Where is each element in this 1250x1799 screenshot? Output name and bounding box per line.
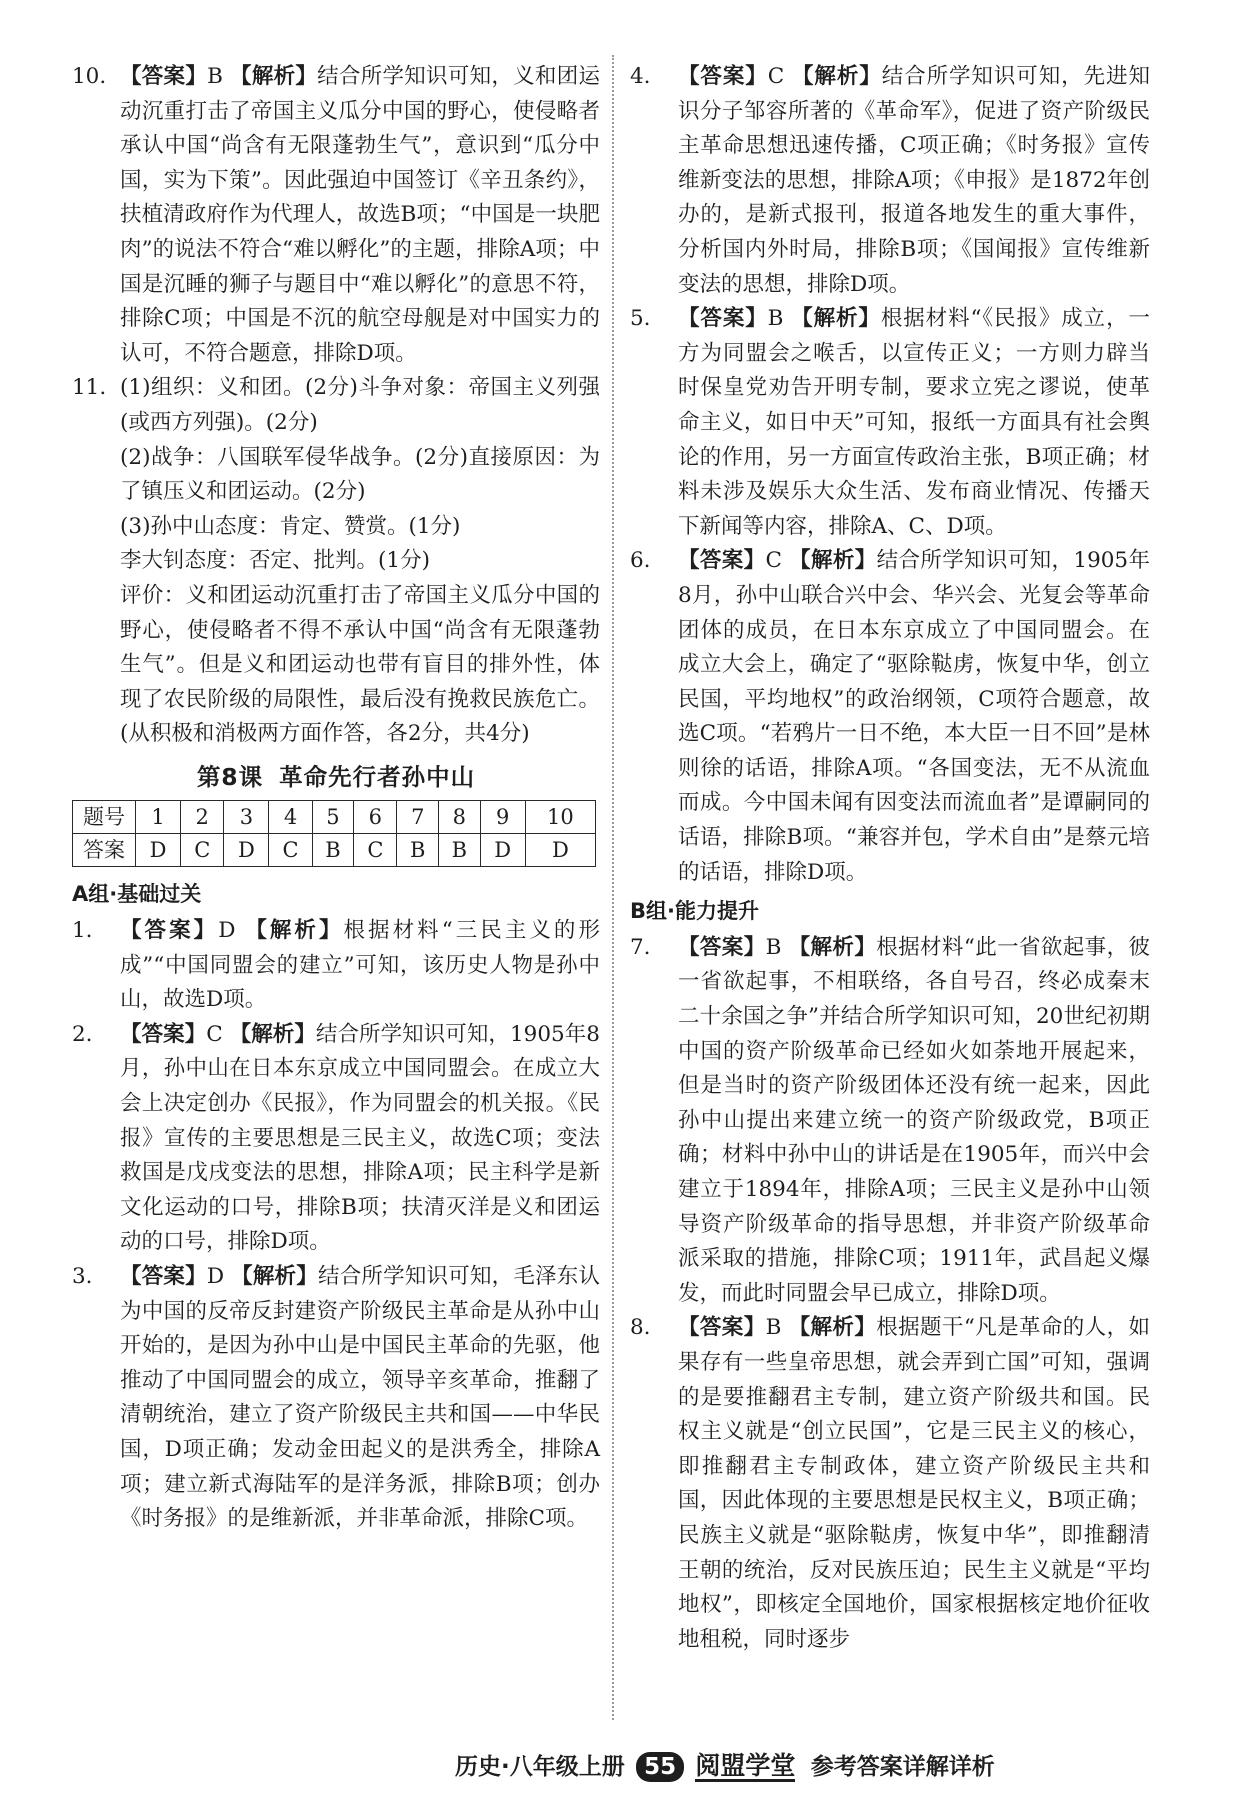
footer-description: 参考答案详解详析 <box>810 1754 995 1780</box>
question-number: 5. <box>630 306 651 332</box>
answer-line: 评价：义和团运动沉重打击了帝国主义瓜分中国的野心，使侵略者不得不承认中国“尚含有无限蓬勃生气”。但是义和团运动也带有盲目的排外性，体现了农民阶级的局限性，最后没有挽救民族危亡。(从积极和消极两方面作答，各2分，共4分) <box>120 582 600 747</box>
answer-letter: C <box>765 548 782 574</box>
table-header-cell: 答案 <box>73 834 136 867</box>
answer-line: (3)孙中山态度：肯定、赞赏。(1分) <box>120 513 461 539</box>
analysis-text: 根据材料“《民报》成立，一方为同盟会之喉舌，以宣传正义；一方则力辟当时保皇党劝告开明专制，要求立宪之谬说，使革命主义，如日中天”可知，报纸一方面具有社会舆论的作用，另一方面宣传政治主张，B项正确；材料未涉及娱乐大众生活、发布商业情况、传播天下新闻等内容，排除A、C、D项。 <box>678 306 1150 539</box>
table-cell: 9 <box>480 801 525 834</box>
group-b-heading: B组·能力提升 <box>630 899 759 924</box>
analysis-tag: 【解析】 <box>791 306 881 332</box>
table-cell: 2 <box>181 801 224 834</box>
analysis-text: 结合所学知识可知，毛泽东认为中国的反帝反封建资产阶级民主革命是从孙中山开始的，是因为孙中山是中国民主革命的先驱，他推动了中国同盟会的成立，领导辛亥革命，推翻了清朝统治，建立了资产阶级民主共和国——中华民国，D项正确；发动金田起义的是洪秀全，排除A项；建立新式海陆军的是洋务派，排除B项；创办《时务报》的是维新派，并非革命派，排除C项。 <box>120 1264 600 1532</box>
table-cell: 8 <box>439 801 481 834</box>
question-number: 6. <box>630 548 651 574</box>
analysis-tag: 【解析】 <box>230 64 318 89</box>
table-cell: C <box>181 834 224 867</box>
page-footer <box>455 1752 1015 1782</box>
right-column <box>630 60 1150 1657</box>
analysis-text: 结合所学知识可知，1905年8月，孙中山在日本东京成立中国同盟会。在成立大会上决定创办《民报》，作为同盟会的机关报。《民报》宣传的主要思想是三民主义，故选C项；变法救国是戊戌变法的思想，排除A项；民主科学是新文化运动的口号，排除B项；扶清灭洋是义和团运动的口号，排除D项。 <box>120 1021 600 1255</box>
question-number: 8. <box>630 1315 651 1341</box>
answer-tag: 【答案】 <box>120 1021 207 1047</box>
question-5 <box>630 302 1150 544</box>
answer-tag: 【答案】 <box>678 934 766 960</box>
page-number: 55 <box>636 1752 684 1782</box>
left-column <box>72 60 600 1537</box>
answer-line: 李大钊态度：否定、批判。(1分) <box>120 548 430 574</box>
lesson-title <box>72 760 600 795</box>
analysis-text: 结合所学知识可知，义和团运动沉重打击了帝国主义瓜分中国的野心，使侵略者承认中国“尚含有无限蓬勃生气”，意识到“瓜分中国，实为下策”。因此强迫中国签订《辛丑条约》，扶植清政府作为代理人，故选B项；“中国是一块肥肉”的说法不符合“难以孵化”的主题，排除A项；中国是沉睡的狮子与题目中“难以孵化”的意思不符，排除C项；中国是不沉的航空母舰是对中国实力的认可，不符合题意，排除D项。 <box>120 64 600 366</box>
column-divider <box>612 55 614 1720</box>
analysis-tag: 【解析】 <box>788 934 877 960</box>
question-number: 1. <box>72 918 93 944</box>
table-cell: D <box>525 834 595 867</box>
question-number: 3. <box>72 1264 93 1289</box>
table-cell: B <box>312 834 354 867</box>
question-7 <box>630 931 1150 1312</box>
answer-tag: 【答案】 <box>678 306 768 332</box>
question-11 <box>72 371 600 752</box>
table-cell: 3 <box>224 801 269 834</box>
table-row-numbers <box>73 801 596 834</box>
question-3 <box>72 1260 600 1537</box>
question-number: 2. <box>72 1021 93 1047</box>
answer-tag: 【答案】 <box>120 918 219 944</box>
question-4 <box>630 60 1150 302</box>
analysis-text: 结合所学知识可知，1905年8月，孙中山联合兴中会、华兴会、光复会等革命团体的成员，在日本东京成立了中国同盟会。在成立大会上，确定了“驱除鞑虏，恢复中华，创立民国，平均地权”的政治纲领，C项符合题意，故选C项。“若鸦片一日不绝，本大臣一日不回”是林则徐的话语，排除A项。“各国变法，无不从流血而成。今中国未闻有因变法而流血者”是谭嗣同的话语，排除B项。“兼容并包，学术自由”是蔡元培的话语，排除D项。 <box>678 548 1150 885</box>
table-cell: 5 <box>312 801 354 834</box>
analysis-tag: 【解析】 <box>791 64 882 89</box>
question-6 <box>630 544 1150 890</box>
answer-tag: 【答案】 <box>120 1264 207 1289</box>
answer-tag: 【答案】 <box>678 548 766 574</box>
answer-tag: 【答案】 <box>678 64 768 89</box>
table-cell: C <box>354 834 397 867</box>
table-cell: 1 <box>136 801 181 834</box>
table-header-cell: 题号 <box>73 801 136 834</box>
analysis-text: 根据材料“三民主义的形成”“中国同盟会的建立”可知，该历史人物是孙中山，故选D项。 <box>120 918 600 1013</box>
lesson-name: 革命先行者孙中山 <box>279 762 476 791</box>
answer-line: (2)战争：八国联军侵华战争。(2分)直接原因：为了镇压义和团运动。(2分) <box>120 444 600 505</box>
answer-letter: C <box>206 1021 223 1047</box>
analysis-text: 结合所学知识可知，先进知识分子邹容所著的《革命军》，促进了资产阶级民主革命思想迅速传播，C项正确；《时务报》宣传维新变法的思想，排除A项；《申报》是1872年创办的，是新式报刊，报道各地发生的重大事件，分析国内外时局，排除B项；《国闻报》宣传维新变法的思想，排除D项。 <box>678 64 1150 297</box>
answer-tag: 【答案】 <box>120 64 208 89</box>
analysis-tag: 【解析】 <box>788 1315 877 1341</box>
answer-table <box>72 800 596 867</box>
answer-letter: B <box>765 1315 782 1341</box>
answer-letter: D <box>218 918 236 944</box>
analysis-tag: 【解析】 <box>245 918 344 944</box>
answer-letter: B <box>767 306 784 332</box>
table-row-answers <box>73 834 596 867</box>
table-cell: 6 <box>354 801 397 834</box>
brand-logo: 阅盟学堂 <box>695 1751 796 1780</box>
analysis-text: 根据题干“凡是革命的人，如果存有一些皇帝思想，就会弄到亡国”可知，强调的是要推翻君主专制，建立资产阶级共和国。民权主义就是“创立民国”，它是三民主义的核心，即推翻君主专制政体，建立资产阶级民主共和国，因此体现的主要思想是民权主义，B项正确；民族主义就是“驱除鞑虏，恢复中华”，即推翻清王朝的统治，反对民族压迫；民生主义就是“平均地权”，即核定全国地价，国家根据核定地价征收地租税，同时逐步 <box>678 1315 1150 1652</box>
table-cell: C <box>269 834 312 867</box>
question-number: 4. <box>630 64 651 89</box>
table-cell: 4 <box>269 801 312 834</box>
answer-letter: B <box>207 64 223 89</box>
analysis-tag: 【解析】 <box>229 1021 316 1047</box>
table-cell: 10 <box>525 801 595 834</box>
table-cell: D <box>480 834 525 867</box>
question-number: 7. <box>630 934 651 960</box>
question-number: 10. <box>72 64 107 89</box>
table-cell: D <box>224 834 269 867</box>
table-cell: 7 <box>397 801 439 834</box>
question-2 <box>72 1018 600 1260</box>
table-cell: D <box>136 834 181 867</box>
lesson-number: 第8课 <box>196 762 264 791</box>
table-cell: B <box>397 834 439 867</box>
question-1 <box>72 914 600 1018</box>
analysis-text: 根据材料“此一省欲起事，彼一省欲起事，不相联络，各自号召，终必成秦末二十余国之争”并结合所学知识可知，20世纪初期中国的资产阶级革命已经如火如荼地开展起来，但是当时的资产阶级团体还没有统一起来，因此孙中山提出来建立统一的资产阶级政党，B项正确；材料中孙中山的讲话是在1905年，而兴中会建立于1894年，排除A项；三民主义是孙中山领导资产阶级革命的指导思想，并非资产阶级革命派采取的措施，排除C项；1911年，武昌起义爆发，而此时同盟会早已成立，排除D项。 <box>678 934 1150 1306</box>
footer-subject: 历史·八年级上册 <box>455 1754 625 1780</box>
answer-letter: C <box>767 64 785 89</box>
group-a-heading: A组·基础过关 <box>72 882 202 907</box>
question-8 <box>630 1311 1150 1657</box>
analysis-tag: 【解析】 <box>789 548 877 574</box>
table-cell: B <box>439 834 481 867</box>
question-10 <box>72 60 600 371</box>
answer-line: (1)组织：义和团。(2分)斗争对象：帝国主义列强(或西方列强)。(2分) <box>120 375 600 435</box>
answer-letter: D <box>206 1264 225 1289</box>
analysis-tag: 【解析】 <box>231 1264 318 1289</box>
answer-letter: B <box>765 934 782 960</box>
question-number: 11. <box>72 375 107 401</box>
answer-tag: 【答案】 <box>678 1315 766 1341</box>
